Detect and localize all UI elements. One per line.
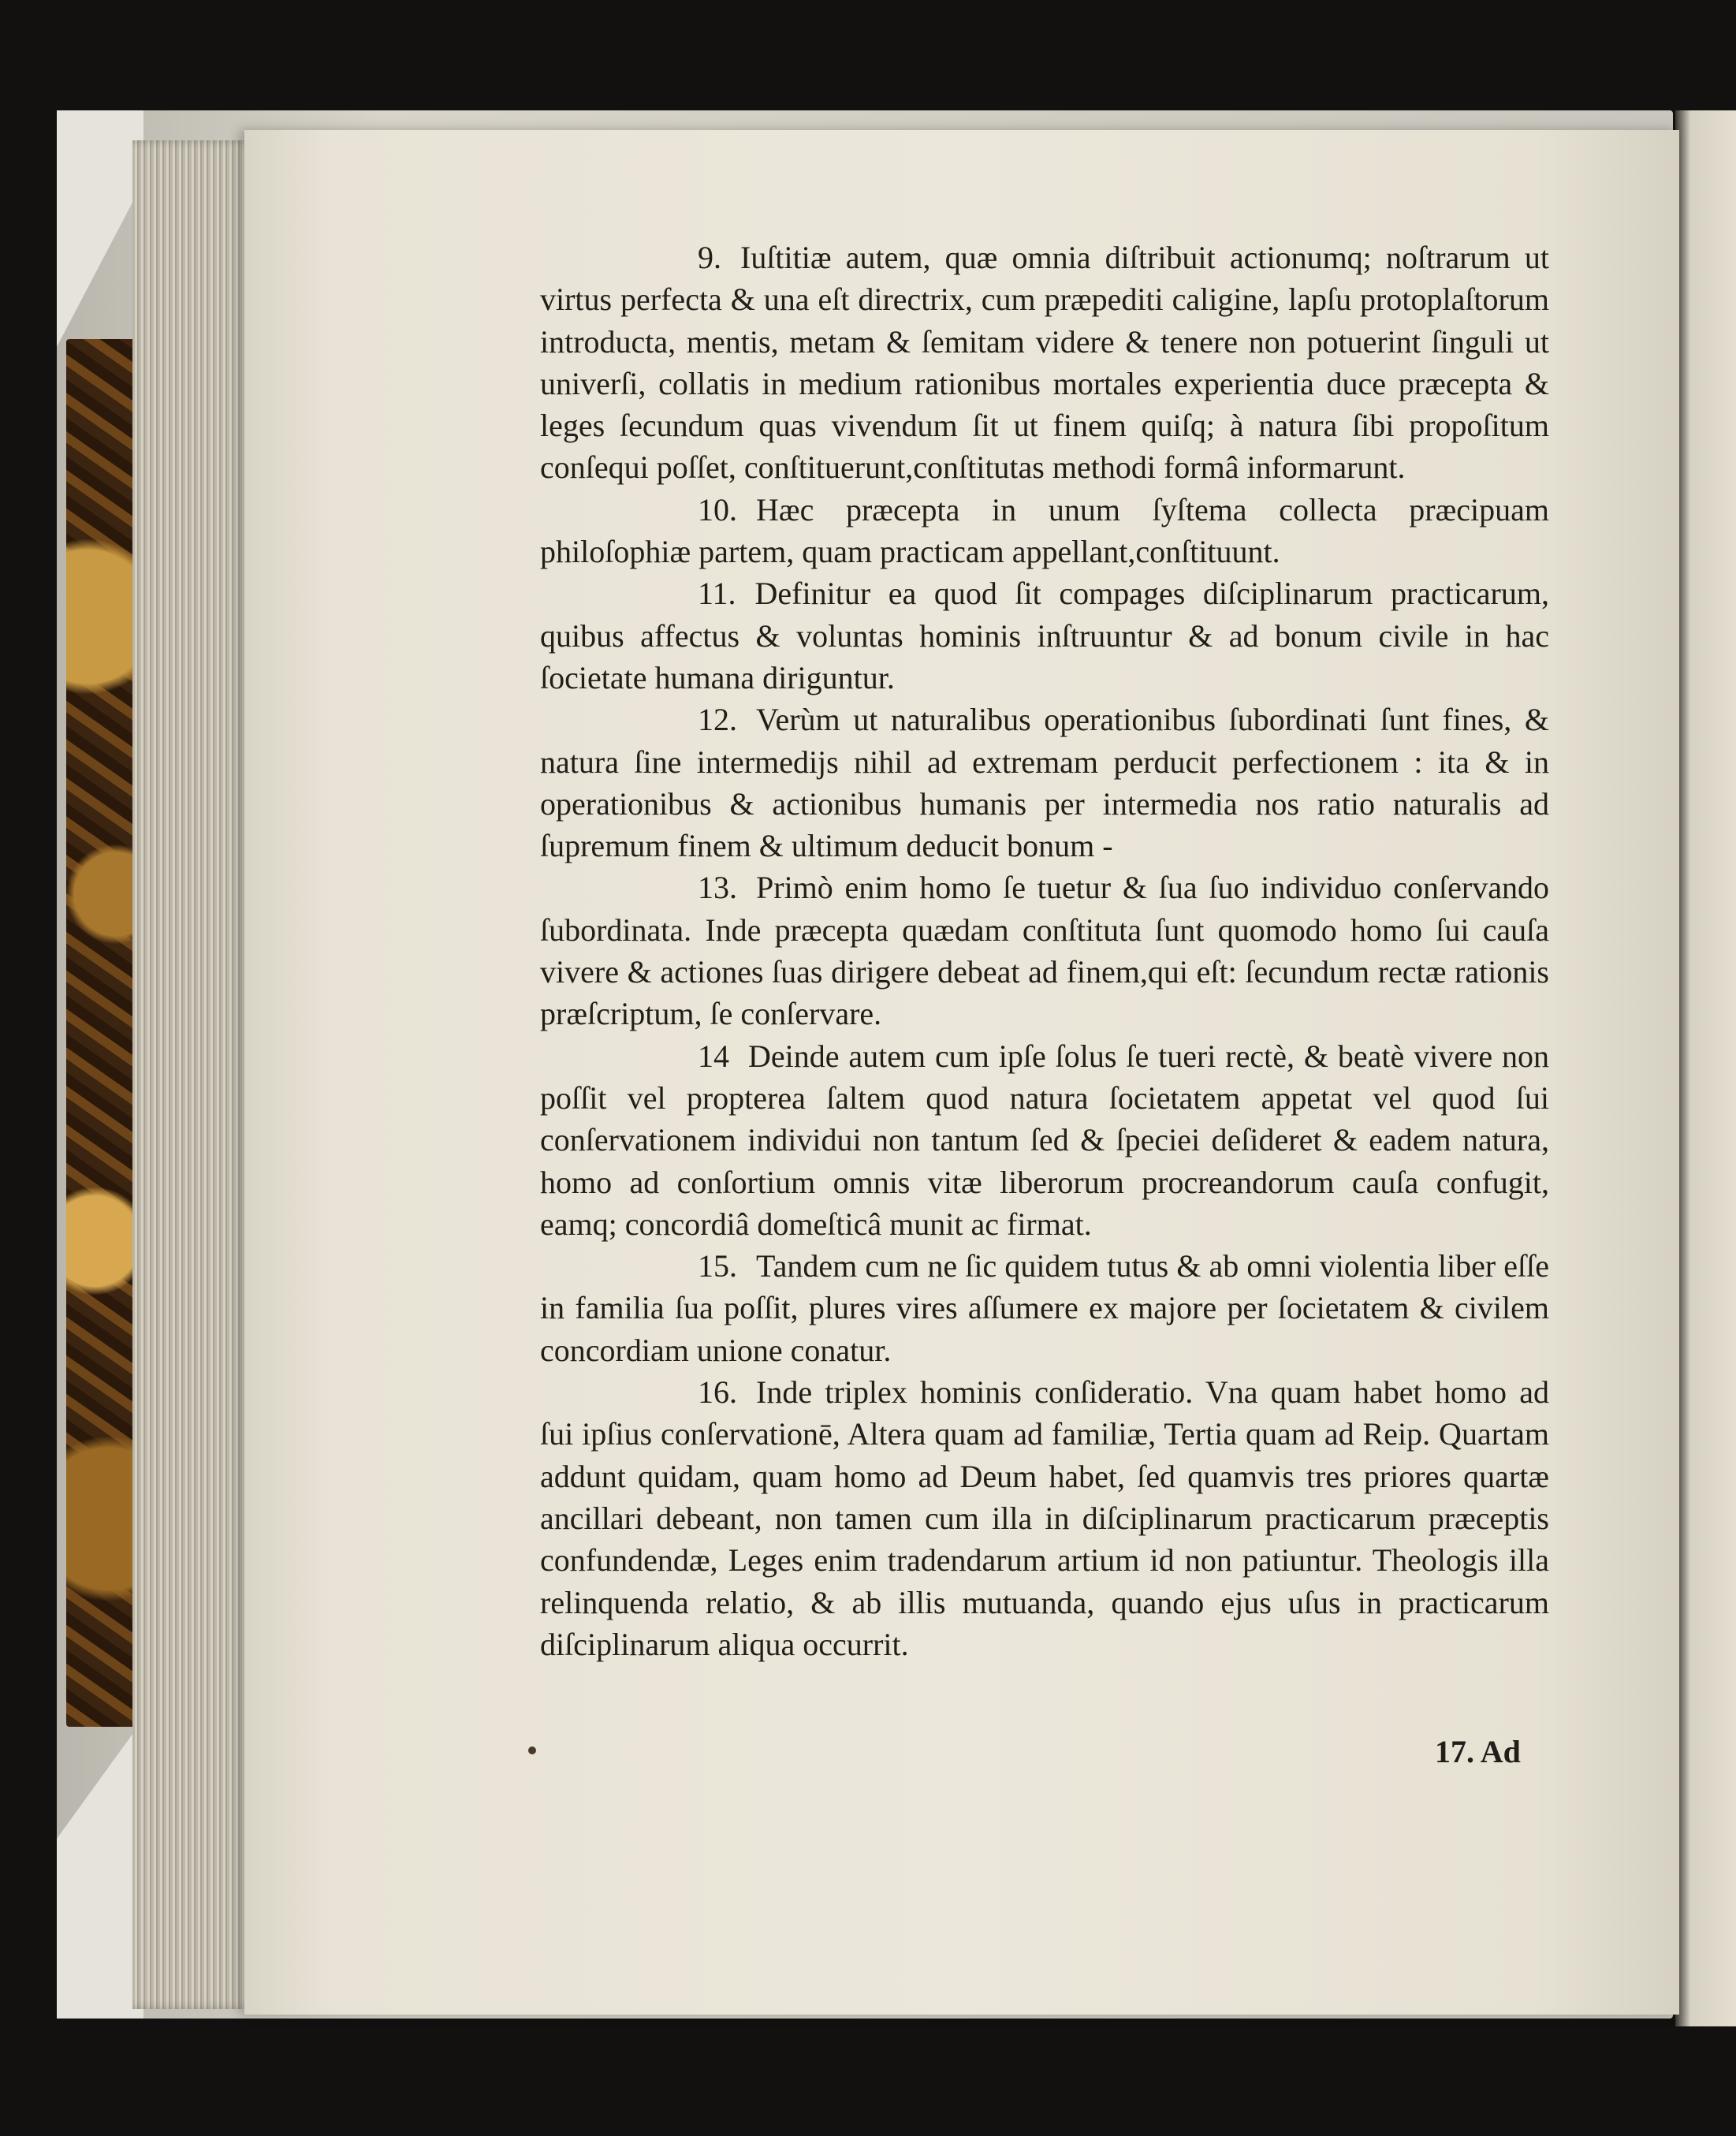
catchword: 17. Ad <box>1435 1734 1521 1769</box>
paragraph-body: Hæc præcepta in unum ſyſtema collecta præcipuam philoſophiæ partem, quam practicam appellant,conſtituunt. <box>540 491 1549 570</box>
facing-page-edge <box>1675 110 1736 2026</box>
paragraph-body: Primò enim homo ſe tuetur & ſua ſuo individuo conſervando ſubordinata. Inde præcepta quædam conſtituta ſunt quomodo homo ſui cauſa vivere & actiones ſuas dirigere debeat ad finem,qui eſt: ſecundum rectæ rationis præſcriptum, ſe conſervare. <box>540 870 1549 1032</box>
paragraph-number: 13. <box>698 870 737 906</box>
paragraph-body: Deinde autem cum ipſe ſolus ſe tueri rectè, & beatè vivere non poſſit vel propterea ſaltem quod natura ſocietatem appetat vel quod ſui conſervationem individui non tantum ſed & ſpeciei deſideret & eadem natura, homo ad conſortium omnis vitæ liberorum procreandorum cauſa confugit, eamq; concordiâ domeſticâ munit ac firmat. <box>540 1038 1549 1242</box>
paragraph-number: 14 <box>698 1038 729 1074</box>
paragraph-number: 12. <box>698 702 737 738</box>
paragraph-number: 11. <box>698 576 736 612</box>
page-text <box>540 237 1549 1665</box>
paragraph-body: Inde triplex hominis conſideratio. Vna quam habet homo ad ſui ipſius conſervationē, Altera quam ad familiæ, Tertia quam ad Reip. Quartam addunt quidam, quam homo ad Deum habet, ſed quamvis tres priores quartæ ancillari debeant, non tamen cum illa in diſciplinarum practicarum præceptis confundendæ, Leges enim tradendarum artium id non patiuntur. Theologis illa relinquenda relatio, & ab illis mutuanda, quando ejus uſus in practicarum diſciplinarum aliqua occurrit. <box>540 1374 1549 1662</box>
paragraph-number: 10. <box>698 491 737 527</box>
paragraph-number: 15. <box>698 1248 737 1284</box>
paragraph-15 <box>540 1245 1549 1371</box>
paragraph-16 <box>540 1371 1549 1665</box>
paragraph-body: Tandem cum ne ſic quidem tutus & ab omni violentia liber eſſe in familia ſua poſſit, plures vires aſſumere ex majore per ſocietatem & civilem concordiam unione conatur. <box>540 1248 1549 1368</box>
marbled-endpaper <box>66 339 137 1727</box>
paragraph-11 <box>540 572 1549 699</box>
paragraph-body: Definitur ea quod ſit compages diſciplinarum practicarum, quibus affectus & voluntas hominis inſtruuntur & ad bonum civile in hac ſocietate humana diriguntur. <box>540 576 1549 695</box>
paragraph-13 <box>540 867 1549 1034</box>
paragraph-10 <box>540 489 1549 573</box>
paragraph-number: 16. <box>698 1374 737 1411</box>
paragraph-12 <box>540 699 1549 867</box>
paragraph-9 <box>540 237 1549 489</box>
paragraph-14 <box>540 1035 1549 1245</box>
paragraph-body: Iuſtitiæ autem, quæ omnia diſtribuit actionumq; noſtrarum ut virtus perfecta & una eſt directrix, cum præpediti caligine, lapſu protoplaſtorum introducta, mentis, metam & ſemitam videre & tenere non potuerint ſinguli ut univerſi, collatis in medium rationibus mortales experientia duce præcepta & leges ſecundum quas vivendum ſit ut finem quiſq; à natura ſibi propoſitum conſequi poſſet, conſtituerunt,conſtitutas methodi formâ informarunt. <box>540 240 1549 486</box>
paragraph-number: 9. <box>698 240 721 275</box>
paragraph-body: Verùm ut naturalibus operationibus ſubordinati ſunt fines, & natura ſine intermedijs nihil ad extremam perducit perfectionem : ita & in operationibus & actionibus humanis per intermedia nos ratio naturalis ad ſupremum finem & ultimum deducit bonum - <box>540 702 1549 864</box>
ink-smudge <box>528 1746 536 1754</box>
